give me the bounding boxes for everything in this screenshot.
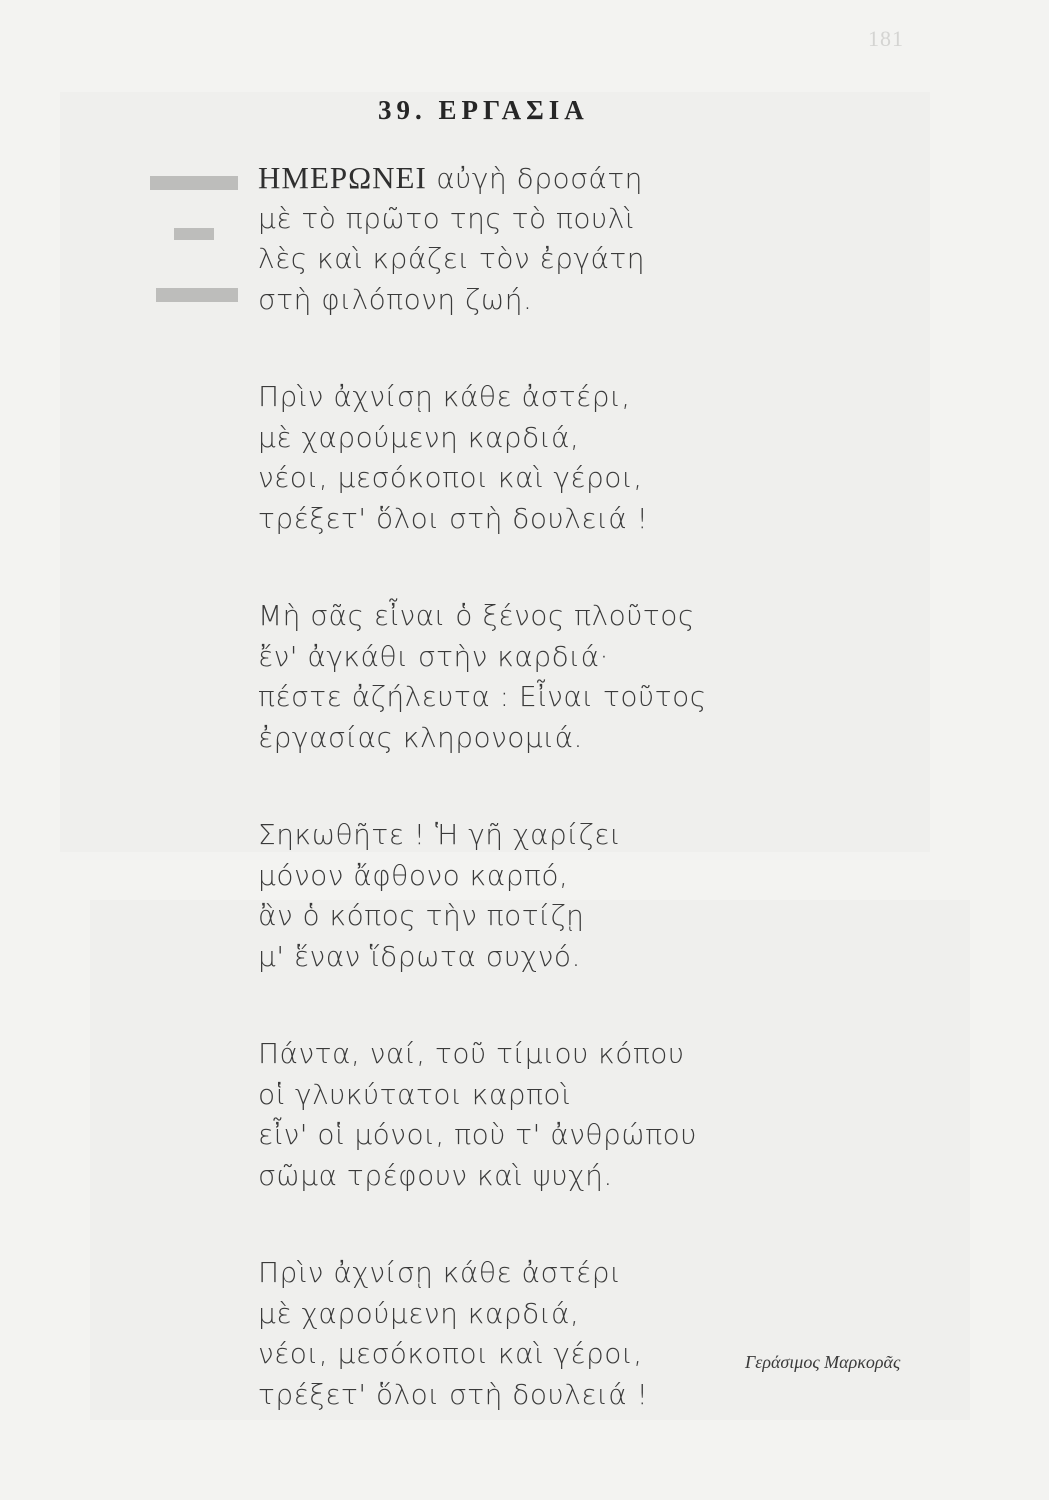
poem-line: ἂν ὁ κόπος τὴν ποτίζῃ — [258, 899, 585, 932]
poem-line: νέοι, μεσόκοποι καὶ γέροι, — [258, 1337, 643, 1370]
poem-line: πέστε ἀζήλευτα : Εἶναι τοῦτος — [258, 680, 707, 713]
poem-line: μόνον ἄφθονο καρπό, — [258, 858, 569, 892]
poem-line: Σηκωθῆτε ! Ἡ γῆ χαρίζει — [258, 818, 622, 851]
stanza — [258, 377, 818, 539]
poem-line: τρέξετ' ὅλοι στὴ δουλειά ! — [258, 501, 649, 535]
poem-title: 39. ΕΡΓΑΣΙΑ — [378, 95, 589, 125]
stanza — [258, 815, 818, 977]
first-word: ΗΜΕΡΩΝΕΙ — [258, 160, 427, 195]
poem-line: μὲ χαρούμενη καρδιά, — [258, 420, 580, 454]
author-signature: Γεράσιμος Μαρκορᾶς — [745, 1352, 901, 1372]
poem-line: σῶμα τρέφουν καὶ ψυχή. — [258, 1158, 613, 1192]
stanza — [258, 596, 818, 758]
poem-line: Μὴ σᾶς εἶναι ὁ ξένος πλοῦτος — [258, 599, 695, 632]
drop-cap-E-ornament-icon — [150, 176, 240, 306]
poem-line — [258, 158, 818, 199]
poem-line: λὲς καὶ κράζει τὸν ἐργάτη — [258, 242, 646, 275]
poem-line: ἐργασίας κληρονομιά. — [258, 720, 583, 754]
poem-line: νέοι, μεσόκοποι καὶ γέροι, — [258, 461, 643, 494]
poem-line: μ' ἕναν ἵδρωτα συχνό. — [258, 939, 581, 973]
poem-line: Πρὶν ἀχνίσῃ κάθε ἀστέρι — [258, 1256, 622, 1289]
first-line-rest: αὐγὴ δροσάτη — [426, 162, 643, 195]
poem-line: Πρὶν ἀχνίσῃ κάθε ἀστέρι, — [258, 380, 631, 413]
stanza — [258, 1034, 818, 1196]
stanza — [258, 158, 818, 320]
poem-line: στὴ φιλόπονη ζωή. — [258, 282, 533, 316]
poem-line: οἱ γλυκύτατοι καρποὶ — [258, 1077, 572, 1111]
poem-line: μὲ χαρούμενη καρδιά, — [258, 1296, 580, 1330]
stanza — [258, 1253, 818, 1415]
poem-line: μὲ τὸ πρῶτο της τὸ πουλὶ — [258, 201, 635, 235]
poem-body — [258, 158, 818, 1472]
poem-line: τρέξετ' ὅλοι στὴ δουλειά ! — [258, 1377, 649, 1411]
poem-line: Πάντα, ναί, τοῦ τίμιου κόπου — [258, 1037, 685, 1070]
poem-line: ἔν' ἀγκάθι στὴν καρδιά· — [258, 639, 609, 673]
page-number: 181 — [868, 26, 904, 51]
poem-line: εἶν' οἱ μόνοι, ποὺ τ' ἀνθρώπου — [258, 1118, 697, 1151]
